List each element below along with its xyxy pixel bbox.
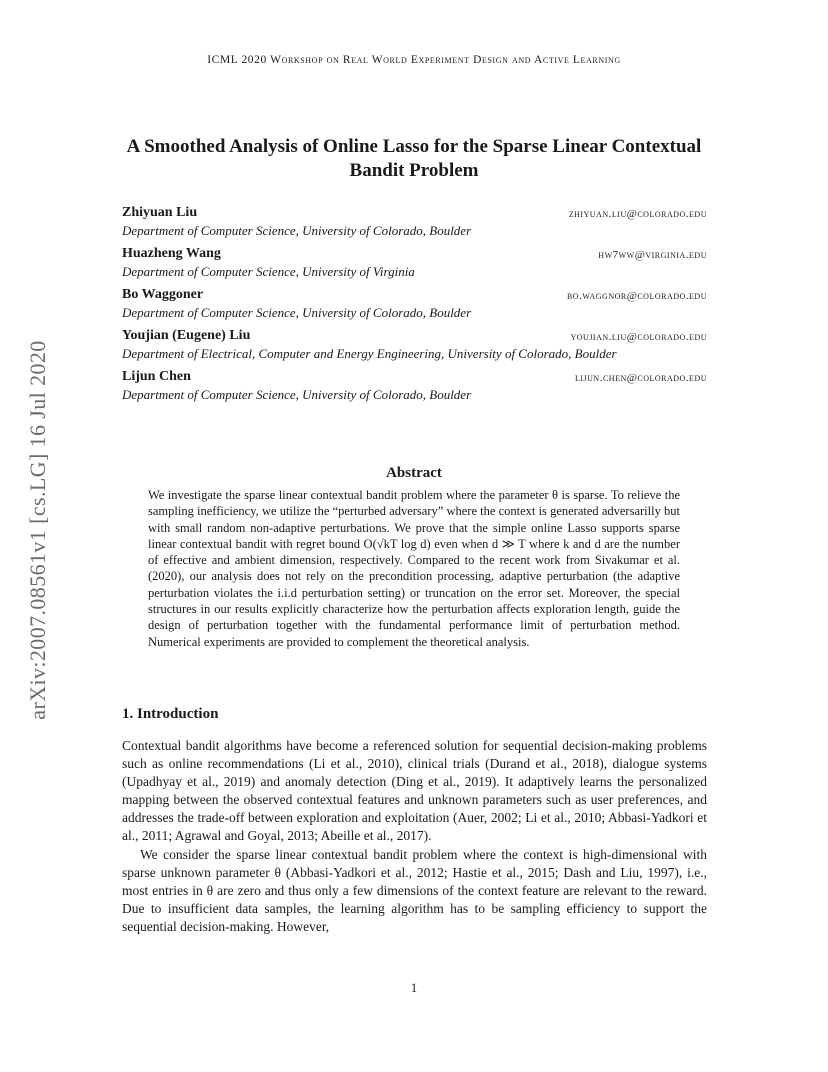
paragraph: Contextual bandit algorithms have become a referenced solution for sequential decision-making problems such as online recommendations (Li et al., 2010), clinical trials (Durand et al., 2018), dialogue systems (Upadhyay et al., 2019) and anomaly detection (Ding et al., 2019). It adaptively learns the personalized mapping between the observed contextual features and unknown parameters such as user preferences, and addresses the trade-off between exploration and exploitation (Auer, 2002; Li et al., 2010; Abbasi-Yadkori et al., 2011; Agrawal and Goyal, 2013; Abeille et al., 2017). bbox=[122, 738, 707, 844]
author-block bbox=[122, 328, 707, 369]
author-name: Huazheng Wang bbox=[122, 246, 221, 261]
author-affiliation: Department of Computer Science, University of Colorado, Boulder bbox=[122, 387, 472, 402]
author-block bbox=[122, 205, 707, 246]
author-email: zhiyuan.liu@colorado.edu bbox=[568, 208, 707, 220]
author-name: Zhiyuan Liu bbox=[122, 205, 198, 220]
page-number: 1 bbox=[410, 981, 418, 995]
paper-title: A Smoothed Analysis of Online Lasso for the Sparse Linear Contextual Bandit Problem bbox=[126, 136, 702, 181]
author-name: Bo Waggoner bbox=[122, 287, 204, 302]
arxiv-identifier-stamp: arXiv:2007.08561v1 [cs.LG] 16 Jul 2020 bbox=[25, 340, 50, 720]
author-name: Lijun Chen bbox=[122, 369, 191, 384]
author-affiliation: Department of Computer Science, University of Virginia bbox=[122, 264, 415, 279]
author-email: hw7ww@virginia.edu bbox=[598, 249, 707, 261]
author-affiliation: Department of Electrical, Computer and Energy Engineering, University of Colorado, Boulder bbox=[122, 346, 617, 361]
paragraph: We consider the sparse linear contextual bandit problem where the context is high-dimensional with sparse unknown parameter θ (Abbasi-Yadkori et al., 2012; Hastie et al., 2015; Dash and Liu, 1997), i.e., most entries in θ are zero and thus only a few dimensions of the context feature are relevant to the reward. Due to insufficient data samples, the learning algorithm has to be sampling efficiency to support the sequential decision-making. However, bbox=[122, 846, 707, 934]
section-heading-introduction: 1. Introduction bbox=[122, 706, 219, 722]
abstract-heading: Abstract bbox=[386, 465, 442, 481]
author-email: lijun.chen@colorado.edu bbox=[574, 372, 707, 384]
introduction-body bbox=[122, 737, 707, 936]
author-affiliation: Department of Computer Science, University of Colorado, Boulder bbox=[122, 223, 472, 238]
author-list bbox=[122, 205, 707, 410]
author-affiliation: Department of Computer Science, University of Colorado, Boulder bbox=[122, 305, 472, 320]
author-block bbox=[122, 369, 707, 410]
author-block bbox=[122, 287, 707, 328]
author-email: youjian.liu@colorado.edu bbox=[570, 331, 707, 343]
author-block bbox=[122, 246, 707, 287]
author-name: Youjian (Eugene) Liu bbox=[122, 328, 251, 343]
author-email: bo.waggnor@colorado.edu bbox=[566, 290, 707, 302]
conference-header: ICML 2020 Workshop on Real World Experiment Design and Active Learning bbox=[207, 54, 621, 66]
abstract-text: We investigate the sparse linear contextual bandit problem where the parameter θ is sparse. To relieve the sampling inefficiency, we utilize the “perturbed adversary” where the context is generated adversarilly but with small random non-adaptive perturbations. We prove that the simple online Lasso supports sparse linear contextual bandit with regret bound O(√kT log d) even when d ≫ T where k and d are the number of effective and ambient dimension, respectively. Compared to the recent work from Sivakumar et al. (2020), our analysis does not rely on the precondition processing, adaptive perturbation (the adaptive perturbation violates the i.i.d perturbation setting) or truncation on the error set. Moreover, the special structures in our results explicitly characterize how the perturbation affects exploration length, guide the design of perturbation together with the fundamental performance limit of perturbation method. Numerical experiments are provided to complement the theoretical analysis. bbox=[148, 488, 680, 649]
